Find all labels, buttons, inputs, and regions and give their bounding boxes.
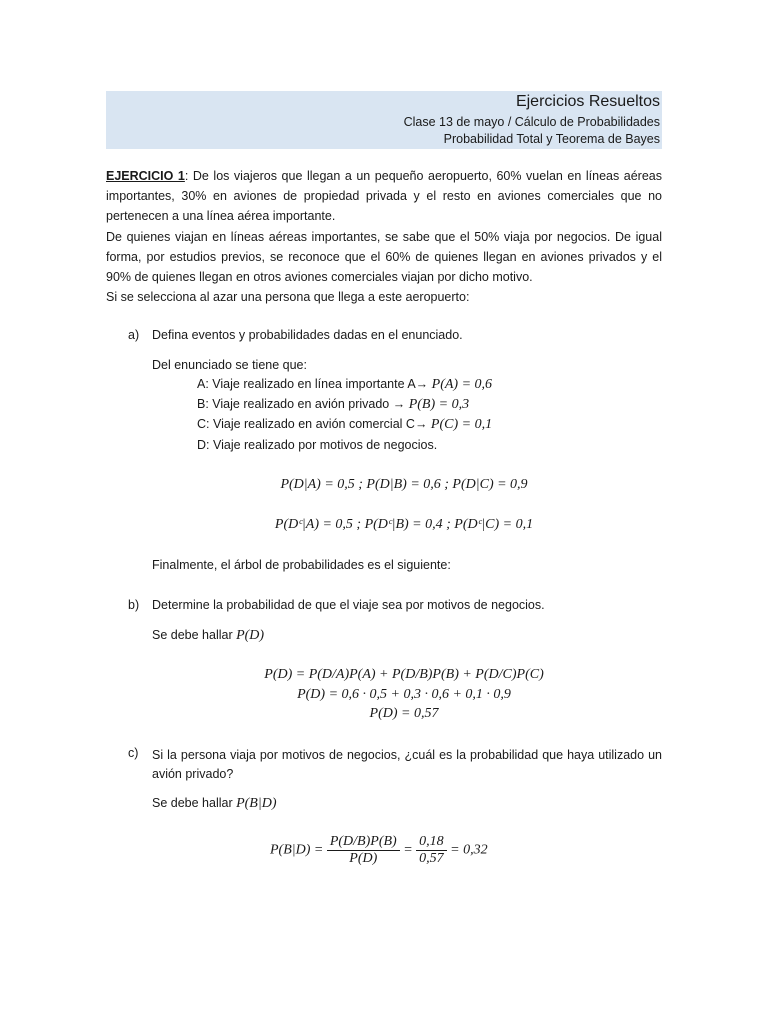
part-c-find-text: Se debe hallar <box>152 796 237 810</box>
arrow-icon: → <box>414 417 428 431</box>
total-probability-substitution: P(D) = 0,6 · 0,5 + 0,3 · 0,6 + 0,1 · 0,9 <box>297 687 511 702</box>
part-b-find <box>152 628 264 644</box>
bayes-result: = 0,32 <box>450 842 488 858</box>
bayes-fraction-symbolic <box>327 834 400 867</box>
arrow-icon: → <box>415 377 429 391</box>
event-c-text: C: Viaje realizado en avión comercial C <box>197 417 415 431</box>
event-c-definition <box>197 417 492 433</box>
event-a-probability: P(A) = 0,6 <box>431 377 493 392</box>
event-b-definition <box>197 397 469 413</box>
part-a-intro: Del enunciado se tiene que: <box>152 358 307 372</box>
bayes-numeric-numerator: 0,18 <box>416 834 447 851</box>
part-c-letter: c) <box>128 746 139 760</box>
part-a-letter: a) <box>128 328 140 342</box>
document-header <box>106 91 662 149</box>
event-b-text: B: Viaje realizado en avión privado <box>197 397 393 411</box>
total-probability-result: P(D) = 0,57 <box>369 706 439 721</box>
part-c-question: Si la persona viaja por motivos de negocios, ¿cuál es la probabilidad que haya utilizado un avión privado? <box>152 748 662 781</box>
event-d-definition: D: Viaje realizado por motivos de negocios. <box>197 438 438 452</box>
event-c-probability: P(C) = 0,1 <box>430 417 493 432</box>
conditional-probabilities: P(D|A) = 0,5 ; P(D|B) = 0,6 ; P(D|C) = 0,9 <box>280 477 528 492</box>
part-b-letter: b) <box>128 598 140 612</box>
event-a-definition <box>197 377 492 393</box>
part-c-find-math: P(B|D) <box>236 796 277 811</box>
tree-intro: Finalmente, el árbol de probabilidades es el siguiente: <box>152 558 451 572</box>
document-subtitle-topic: Probabilidad Total y Teorema de Bayes <box>443 132 660 146</box>
exercise-statement-p1 <box>106 166 662 226</box>
document-title: Ejercicios Resueltos <box>515 93 660 110</box>
bayes-numerator: P(D/B)P(B) <box>327 834 400 851</box>
exercise-label: EJERCICIO 1 <box>106 169 185 183</box>
bayes-formula <box>270 834 488 867</box>
bayes-equals: = <box>403 842 413 858</box>
part-a-question: Defina eventos y probabilidades dadas en el enunciado. <box>152 328 463 342</box>
exercise-statement-p2: De quienes viajan en líneas aéreas importantes, se sabe que el 50% viaja por negocios. De igual forma, por estudios previos, se reconoce que el 60% de quienes llegan en aviones privados y el 90% de quienes llegan en otros aviones comerciales viajan por dicho motivo. <box>106 230 662 284</box>
complement-probabilities: P(Dᶜ|A) = 0,5 ; P(Dᶜ|B) = 0,4 ; P(Dᶜ|C) = 0,1 <box>274 517 534 532</box>
bayes-denominator: P(D) <box>349 851 378 866</box>
part-b-find-math: P(D) <box>236 628 265 643</box>
event-b-probability: P(B) = 0,3 <box>408 397 470 412</box>
bayes-fraction-numeric <box>416 834 447 867</box>
bayes-lhs: P(B|D) = <box>270 842 324 858</box>
event-a-text: A: Viaje realizado en línea importante A <box>197 377 416 391</box>
part-c-find <box>152 796 276 812</box>
arrow-icon: → <box>392 397 406 411</box>
exercise-statement-p3: Si se selecciona al azar una persona que llega a este aeropuerto: <box>106 290 470 304</box>
part-b-question: Determine la probabilidad de que el viaje sea por motivos de negocios. <box>152 598 545 612</box>
document-subtitle-class: Clase 13 de mayo / Cálculo de Probabilidades <box>403 115 660 129</box>
bayes-numeric-denominator: 0,57 <box>419 851 444 866</box>
exercise-text-1: : De los viajeros que llegan a un pequeño aeropuerto, 60% vuelan en líneas aéreas importantes, 30% en aviones de propiedad privada y el resto en aviones comerciales que no pertenecen a una línea aérea importante. <box>106 169 662 223</box>
part-b-find-text: Se debe hallar <box>152 628 237 642</box>
total-probability-formula: P(D) = P(D/A)P(A) + P(D/B)P(B) + P(D/C)P(C) <box>264 667 544 682</box>
